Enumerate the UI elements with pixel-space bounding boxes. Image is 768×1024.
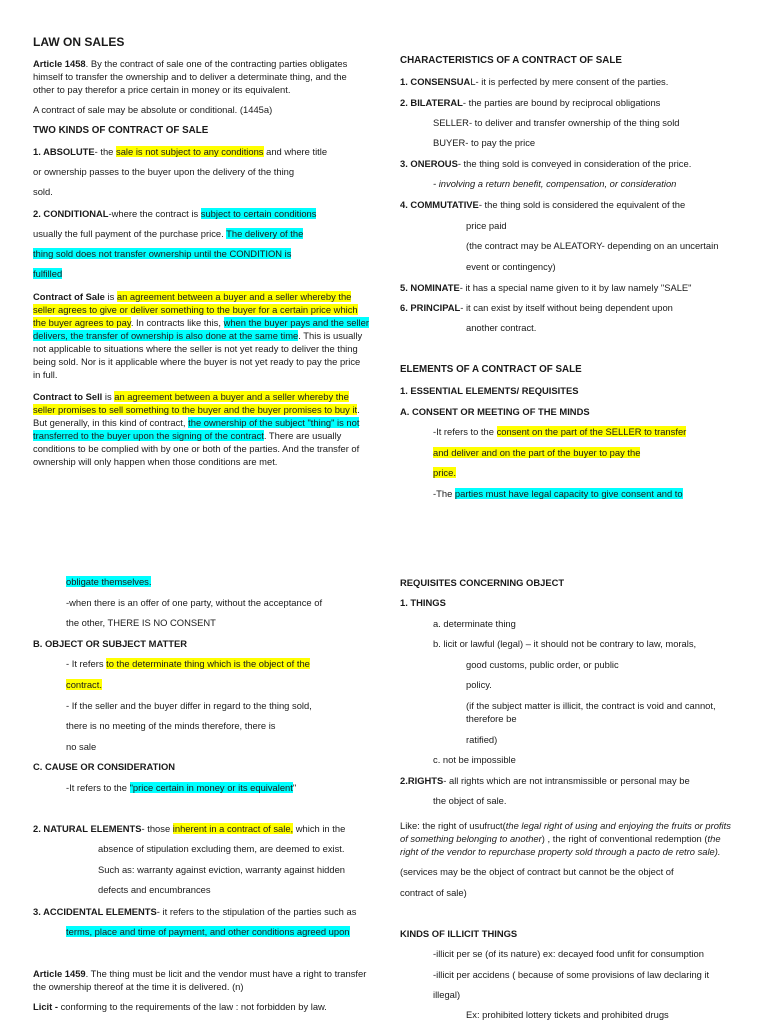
things-b-2: good customs, public order, or public bbox=[466, 659, 619, 670]
cause-line-1 bbox=[66, 782, 296, 793]
onerous-label: 3. ONEROUS bbox=[400, 158, 458, 169]
contract-to-sell-paragraph bbox=[33, 390, 369, 468]
commutative-text: - the thing sold is considered the equivalent of the bbox=[478, 199, 686, 210]
natural-line-2: absence of stipulation excluding them, are deemed to exist. bbox=[98, 843, 345, 854]
absolute-text-b: and where title bbox=[263, 146, 328, 157]
things-a: a. determinate thing bbox=[433, 618, 516, 629]
nominate-text: - it has a special name given to it by law namely "SALE" bbox=[459, 282, 692, 293]
absolute-or-conditional: A contract of sale may be absolute or conditional. (1445a) bbox=[33, 104, 273, 115]
like-text-a: Like: the right of usufruct( bbox=[400, 820, 506, 831]
offer-line-1: -when there is an offer of one party, without the acceptance of bbox=[66, 597, 323, 608]
natural-line-3: Such as: warranty against eviction, warranty against hidden bbox=[98, 864, 346, 875]
object-line-2 bbox=[66, 679, 102, 690]
onerous-text: - the thing sold is conveyed in consideration of the price. bbox=[457, 158, 692, 169]
absolute-line-1 bbox=[33, 146, 327, 157]
principal-label: 6. PRINCIPAL bbox=[400, 302, 461, 313]
conditional-line-2 bbox=[33, 228, 303, 239]
absolute-label: 1. ABSOLUTE bbox=[33, 146, 95, 157]
commutative-sub-3: event or contingency) bbox=[466, 261, 556, 272]
natural-label: 2. NATURAL ELEMENTS bbox=[33, 823, 142, 834]
licit-label: Licit - bbox=[33, 1001, 58, 1012]
conditional-label: 2. CONDITIONAL bbox=[33, 208, 109, 219]
accidental-line-1 bbox=[33, 906, 356, 917]
cos-highlight-1: an agreement between a buyer and a seller whereby the seller agrees to give or deliver something to the buyer for a certain price which the buyer agrees to pay bbox=[33, 291, 358, 328]
rights-line-1 bbox=[400, 775, 690, 786]
like-italic-2: the right of the vendor to repurchase property sold through a pacto de retro sale). bbox=[400, 833, 721, 857]
bilateral-seller: SELLER- to deliver and transfer ownership of the thing sold bbox=[433, 117, 680, 128]
like-italic-1: the legal right of using and enjoying the fruits or profits of something belonging to another bbox=[400, 820, 731, 844]
cos-text-c: . This is usually not applicable to situations where the seller is not yet ready to deliver the thing being sold. Nor is it applicable where the buyer is not yet ready to pay the price in full. bbox=[33, 330, 363, 380]
object-text-1: - It refers bbox=[66, 658, 107, 669]
things-b-3: policy. bbox=[466, 679, 492, 690]
things-b-4: (if the subject matter is illicit, the contract is void and cannot, bbox=[466, 700, 716, 711]
article-1459-paragraph bbox=[33, 967, 369, 993]
illicit-line-2: -illicit per accidens ( because of some provisions of law declaring it bbox=[433, 969, 710, 980]
characteristics-heading: CHARACTERISTICS OF A CONTRACT OF SALE bbox=[400, 55, 622, 66]
object-heading: B. OBJECT OR SUBJECT MATTER bbox=[33, 638, 187, 649]
cts-highlight-1: an agreement between a buyer and a seller whereby the seller promises to sell something to the buyer and the buyer promises to buy it bbox=[33, 391, 358, 415]
licit-text: conforming to the requirements of the law : not forbidden by law. bbox=[58, 1001, 327, 1012]
things-b-1: b. licit or lawful (legal) – it should not be contrary to law, morals, bbox=[433, 638, 697, 649]
cause-text-1: -It refers to the bbox=[66, 782, 130, 793]
essential-heading: 1. ESSENTIAL ELEMENTS/ REQUISITES bbox=[400, 385, 579, 396]
article-1458-paragraph bbox=[33, 57, 369, 96]
conditional-line-4 bbox=[33, 268, 62, 279]
object-line-1 bbox=[66, 658, 310, 669]
elements-heading: ELEMENTS OF A CONTRACT OF SALE bbox=[400, 364, 582, 375]
principal-sub: another contract. bbox=[466, 322, 537, 333]
cts-text-a: is bbox=[102, 391, 115, 402]
natural-text-a: - those bbox=[141, 823, 173, 834]
consensual-label: 1. CONSENSUA bbox=[400, 76, 471, 87]
consent-highlight-3: price. bbox=[433, 467, 456, 478]
char-principal bbox=[400, 302, 673, 313]
consent-line-3 bbox=[433, 467, 456, 478]
things-b-5: therefore be bbox=[466, 713, 517, 724]
bilateral-buyer: BUYER- to pay the price bbox=[433, 137, 536, 148]
consent-text-4: -The bbox=[433, 488, 455, 499]
cos-text-a: is bbox=[104, 291, 117, 302]
illicit-line-1: -illicit per se (of its nature) ex: decayed food unfit for consumption bbox=[433, 948, 704, 959]
cause-text-2: " bbox=[292, 782, 297, 793]
principal-text: - it can exist by itself without being dependent upon bbox=[460, 302, 673, 313]
conditional-highlight-3: thing sold does not transfer ownership until the CONDITION is bbox=[33, 248, 292, 259]
cos-highlight-2: when the buyer pays and the seller delivers, the transfer of ownership is also done at the same time bbox=[33, 317, 369, 341]
object-line-4: there is no meeting of the minds therefore, there is bbox=[66, 720, 276, 731]
contract-of-sale-paragraph bbox=[33, 290, 369, 381]
illicit-heading: KINDS OF ILLICIT THINGS bbox=[400, 928, 518, 939]
contract-to-sell-label: Contract to Sell bbox=[33, 391, 103, 402]
consensual-text: - it is perfected by mere consent of the parties. bbox=[475, 76, 669, 87]
services-line-1: (services may be the object of contract but cannot be the object of bbox=[400, 866, 674, 877]
obligate-highlight: obligate themselves. bbox=[66, 576, 152, 587]
commutative-sub-2: (the contract may be ALEATORY- depending on an uncertain bbox=[466, 240, 719, 251]
absolute-highlight: sale is not subject to any conditions bbox=[116, 146, 264, 157]
commutative-sub-1: price paid bbox=[466, 220, 507, 231]
char-nominate bbox=[400, 282, 692, 293]
cts-text-c: . There are usually conditions to be complied with by one or both of the parties. And the transfer of ownership will only happen when those conditions are met. bbox=[33, 430, 360, 467]
article-1458-label: Article 1458 bbox=[33, 58, 86, 69]
char-commutative bbox=[400, 199, 685, 210]
char-onerous bbox=[400, 158, 691, 169]
rights-label: 2.RIGHTS bbox=[400, 775, 444, 786]
conditional-highlight: subject to certain conditions bbox=[200, 208, 317, 219]
natural-line-4: defects and encumbrances bbox=[98, 884, 211, 895]
cause-highlight: "price certain in money or its equivalent bbox=[129, 782, 293, 793]
char-consensual bbox=[400, 76, 668, 87]
consent-heading: A. CONSENT OR MEETING OF THE MINDS bbox=[400, 406, 590, 417]
conditional-highlight-4: fulfilled bbox=[33, 268, 63, 279]
absolute-line-2: or ownership passes to the buyer upon the delivery of the thing bbox=[33, 166, 295, 177]
natural-line-1 bbox=[33, 823, 345, 834]
article-1459-text: . The thing must be licit and the vendor must have a right to transfer the ownership thereof at the time it is delivered. (n) bbox=[33, 968, 367, 992]
requisites-heading: REQUISITES CONCERNING OBJECT bbox=[400, 577, 565, 588]
char-bilateral bbox=[400, 97, 660, 108]
conditional-highlight-2: The delivery of the bbox=[226, 228, 304, 239]
conditional-text-2: usually the full payment of the purchase price. bbox=[33, 228, 227, 239]
accidental-highlight: terms, place and time of payment, and other conditions agreed upon bbox=[66, 926, 350, 937]
natural-highlight: inherent in a contract of sale, bbox=[172, 823, 294, 834]
usufruct-paragraph bbox=[400, 819, 740, 858]
absolute-line-3: sold. bbox=[33, 186, 53, 197]
article-1458-text: . By the contract of sale one of the contracting parties obligates himself to transfer the ownership and to deliver a determinate thing, and the other to pay therefor a price certain in money or its equivalent. bbox=[33, 58, 348, 95]
consent-line-1 bbox=[433, 426, 686, 437]
consent-line-4 bbox=[433, 488, 683, 499]
licit-definition bbox=[33, 1001, 327, 1012]
object-highlight-1: to the determinate thing which is the object of the bbox=[106, 658, 310, 669]
consent-highlight-2: and deliver and on the part of the buyer to pay the bbox=[433, 447, 641, 458]
accidental-label: 3. ACCIDENTAL ELEMENTS bbox=[33, 906, 157, 917]
conditional-line-1 bbox=[33, 208, 316, 219]
conditional-line-3 bbox=[33, 248, 291, 259]
contract-of-sale-label: Contract of Sale bbox=[33, 291, 105, 302]
commutative-label: 4. COMMUTATIVE bbox=[400, 199, 479, 210]
object-line-5: no sale bbox=[66, 741, 97, 752]
services-line-2: contract of sale) bbox=[400, 887, 467, 898]
object-line-3: - If the seller and the buyer differ in regard to the thing sold, bbox=[66, 700, 312, 711]
things-b-6: ratified) bbox=[466, 734, 498, 745]
bilateral-text: - the parties are bound by reciprocal obligations bbox=[462, 97, 661, 108]
offer-line-2: the other, THERE IS NO CONSENT bbox=[66, 617, 216, 628]
conditional-text-a: -where the contract is bbox=[108, 208, 201, 219]
absolute-text-a: - the bbox=[94, 146, 117, 157]
bilateral-label: 2. BILATERAL bbox=[400, 97, 463, 108]
cos-text-b: . In contracts like this, bbox=[130, 317, 224, 328]
article-1459-label: Article 1459 bbox=[33, 968, 86, 979]
consent-highlight-4: parties must have legal capacity to give consent and to bbox=[454, 488, 683, 499]
rights-text: - all rights which are not intransmissible or personal may be bbox=[443, 775, 690, 786]
consensual-l: L bbox=[470, 76, 476, 87]
cts-highlight-2: the ownership of the subject "thing" is not transferred to the buyer upon the signing of the contract bbox=[33, 417, 360, 441]
object-highlight-2: contract. bbox=[66, 679, 102, 690]
accidental-text: - it refers to the stipulation of the parties such as bbox=[156, 906, 357, 917]
rights-line-2: the object of sale. bbox=[433, 795, 507, 806]
things-heading: 1. THINGS bbox=[400, 597, 446, 608]
consent-line-2 bbox=[433, 447, 640, 458]
things-c: c. not be impossible bbox=[433, 754, 516, 765]
two-kinds-heading: TWO KINDS OF CONTRACT OF SALE bbox=[33, 125, 209, 136]
illicit-line-4: Ex: prohibited lottery tickets and prohibited drugs bbox=[466, 1009, 669, 1020]
page-title: LAW ON SALES bbox=[33, 35, 125, 49]
accidental-line-2 bbox=[66, 926, 350, 937]
obligate-line bbox=[66, 576, 151, 587]
natural-text-b: which in the bbox=[293, 823, 346, 834]
consent-highlight-1: consent on the part of the SELLER to transfer bbox=[496, 426, 687, 437]
onerous-sub: - involving a return benefit, compensation, or consideration bbox=[433, 178, 677, 189]
nominate-label: 5. NOMINATE bbox=[400, 282, 460, 293]
cause-heading: C. CAUSE OR CONSIDERATION bbox=[33, 761, 176, 772]
cts-text-b: . But generally, in this kind of contract, bbox=[33, 404, 360, 428]
like-text-b: ) , the right of conventional redemption ( bbox=[541, 833, 708, 844]
consent-text-1: -It refers to the bbox=[433, 426, 497, 437]
illicit-line-3: illegal) bbox=[433, 989, 461, 1000]
